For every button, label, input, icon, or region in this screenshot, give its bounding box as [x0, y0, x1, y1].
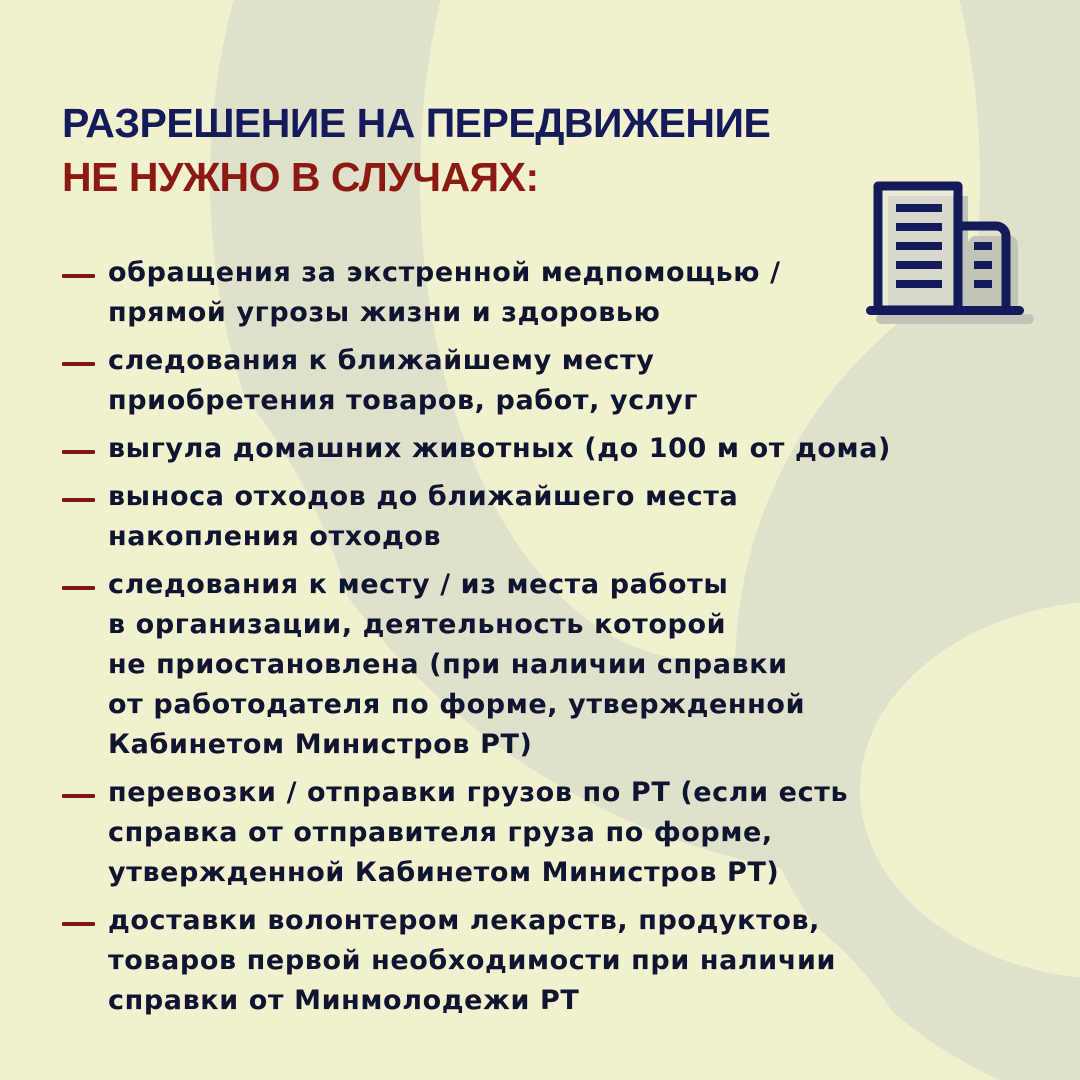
exemption-list: [62, 253, 922, 1029]
list-item: [62, 341, 922, 421]
dash-bullet: [62, 450, 95, 454]
item-text: Кабинетом Министров РТ): [108, 729, 533, 760]
title-line-2: НЕ НУЖНО В СЛУЧАЯХ:: [62, 154, 539, 200]
page-title: [62, 96, 770, 204]
item-text: выноса отходов до ближайшего места: [108, 481, 739, 512]
dash-bullet: [62, 498, 95, 502]
title-line-1: РАЗРЕШЕНИЕ НА ПЕРЕДВИЖЕНИЕ: [62, 100, 771, 146]
item-text: прямой угрозы жизни и здоровью: [108, 297, 661, 328]
item-text: справки от Минмолодежи РТ: [108, 985, 580, 1016]
list-item: [62, 901, 922, 1021]
item-text: выгула домашних животных (до 100 м от дома): [108, 433, 891, 464]
list-item: [62, 477, 922, 557]
list-item: [62, 565, 922, 765]
item-text: доставки волонтером лекарств, продуктов,: [108, 905, 821, 936]
dash-bullet: [62, 794, 95, 798]
item-text: в организации, деятельность которой: [108, 609, 727, 640]
item-text: не приостановлена (при наличии справки: [108, 649, 788, 680]
list-item: [62, 253, 922, 333]
item-text: следования к ближайшему месту: [108, 345, 655, 376]
item-text: приобретения товаров, работ, услуг: [108, 385, 699, 416]
item-text: товаров первой необходимости при наличии: [108, 945, 837, 976]
dash-bullet: [62, 362, 95, 366]
list-item: [62, 773, 922, 893]
list-item: [62, 429, 922, 469]
item-text: следования к месту / из места работы: [108, 569, 729, 600]
item-text: справка от отправителя груза по форме,: [108, 817, 773, 848]
dash-bullet: [62, 922, 95, 926]
item-text: от работодателя по форме, утвержденной: [108, 689, 806, 720]
item-text: накопления отходов: [108, 521, 442, 552]
item-text: перевозки / отправки грузов по РТ (если есть: [108, 777, 849, 808]
item-text: обращения за экстренной медпомощью /: [108, 257, 781, 288]
dash-bullet: [62, 586, 95, 590]
item-text: утвержденной Кабинетом Министров РТ): [108, 857, 780, 888]
dash-bullet: [62, 274, 95, 278]
